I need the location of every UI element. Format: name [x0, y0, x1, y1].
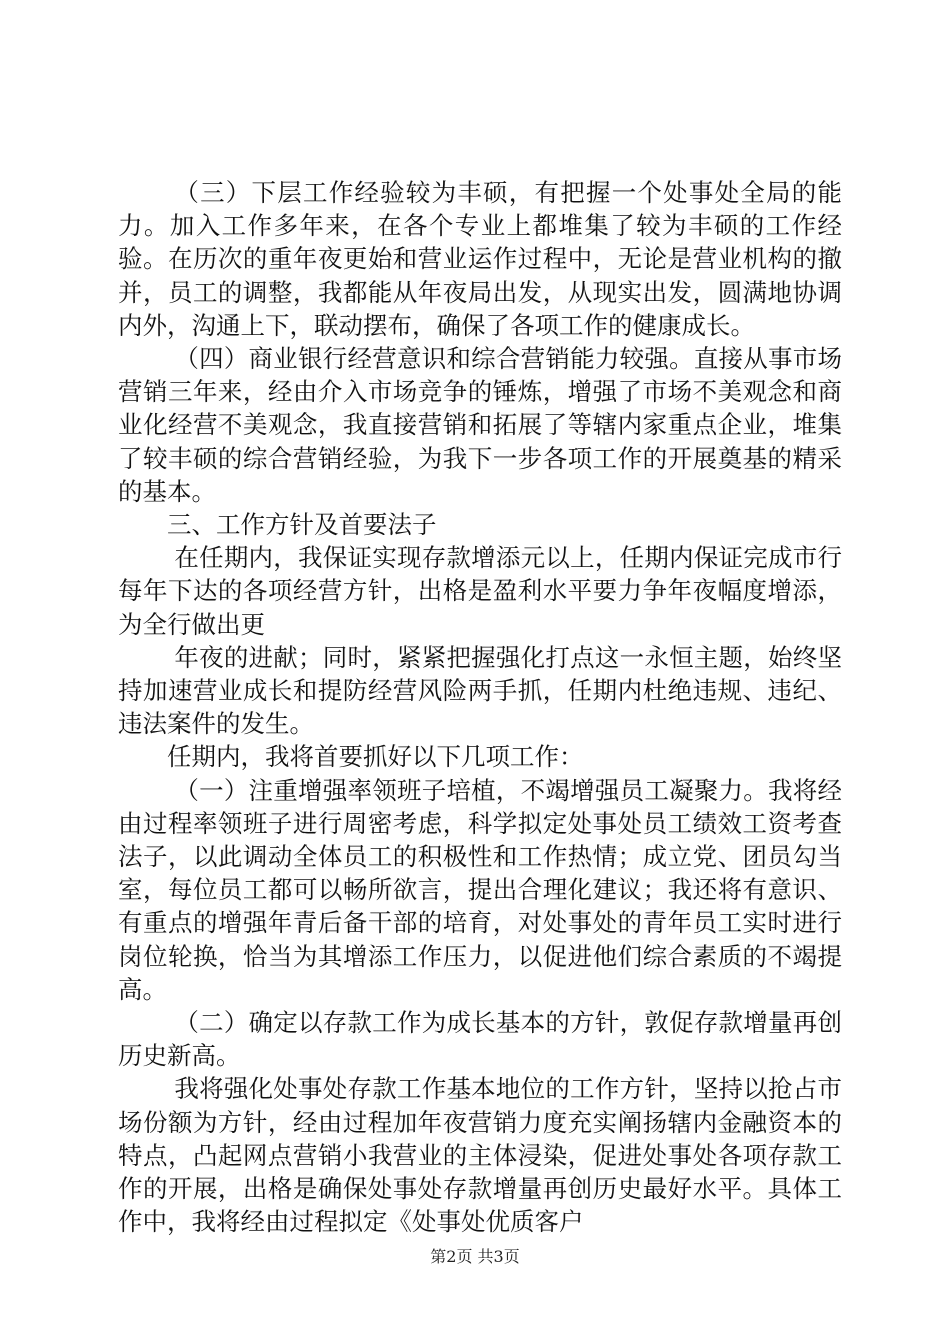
paragraph-task-two: （二）确定以存款工作为成长基本的方针，敦促存款增量再创历史新高。	[118, 1008, 842, 1071]
paragraph-deposit-work: 我将强化处事处存款工作基本地位的工作方针，坚持以抢占市场份额为方针，经由过程加年夜营销力度充实阐扬辖内金融资本的特点，凸起网点营销小我营业的主体浸染，促进处事处各项存款工作的开展，出格是确保处事处存款增量再创历史最好水平。具体工作中，我将经由过程拟定《处事处优质客户	[118, 1074, 842, 1237]
paragraph-task-one: （一）注重增强率领班子培植，不竭增强员工凝聚力。我将经由过程率领班子进行周密考虑，科学拟定处事处员工绩效工资考查法子，以此调动全体员工的积极性和工作热情；成立党、团员勾当室，每位员工都可以畅所欲言，提出合理化建议；我还将有意识、有重点的增强年青后备干部的培育，对处事处的青年员工实时进行岗位轮换，恰当为其增添工作压力，以促进他们综合素质的不竭提高。	[118, 775, 842, 1004]
paragraph-experience: （三）下层工作经验较为丰硕，有把握一个处事处全局的能力。加入工作多年来，在各个专业上都堆集了较为丰硕的工作经验。在历次的重年夜更始和营业运作过程中，无论是营业机构的撤并，员工的调整，我都能从年夜局出发，从现实出发，圆满地协调内外，沟通上下，联动摆布，确保了各项工作的健康成长。	[118, 178, 842, 340]
document-body	[118, 176, 842, 1239]
paragraph-tasks-intro: 任期内，我将首要抓好以下几项工作：	[167, 742, 584, 772]
paragraph-goals: 在任期内，我保证实现存款增添元以上，任期内保证完成市行每年下达的各项经营方针，出格是盈利水平要力争年夜幅度增添，为全行做出更	[118, 543, 842, 639]
paragraph-marketing: （四）商业银行经营意识和综合营销能力较强。直接从事市场营销三年来，经由介入市场竞争的锤炼，增强了市场不美观念和商业化经营不美观念，我直接营销和拓展了等辖内家重点企业，堆集了较丰硕的综合营销经验，为我下一步各项工作的开展奠基的精采的基本。	[118, 344, 842, 506]
section-heading: 三、工作方针及首要法子	[167, 510, 437, 540]
paragraph-goals-continued: 年夜的进献；同时，紧紧把握强化打点这一永恒主题，始终坚持加速营业成长和提防经营风险两手抓，任期内杜绝违规、违纪、违法案件的发生。	[118, 642, 842, 739]
page-footer: 第2页 共3页	[430, 1247, 520, 1266]
